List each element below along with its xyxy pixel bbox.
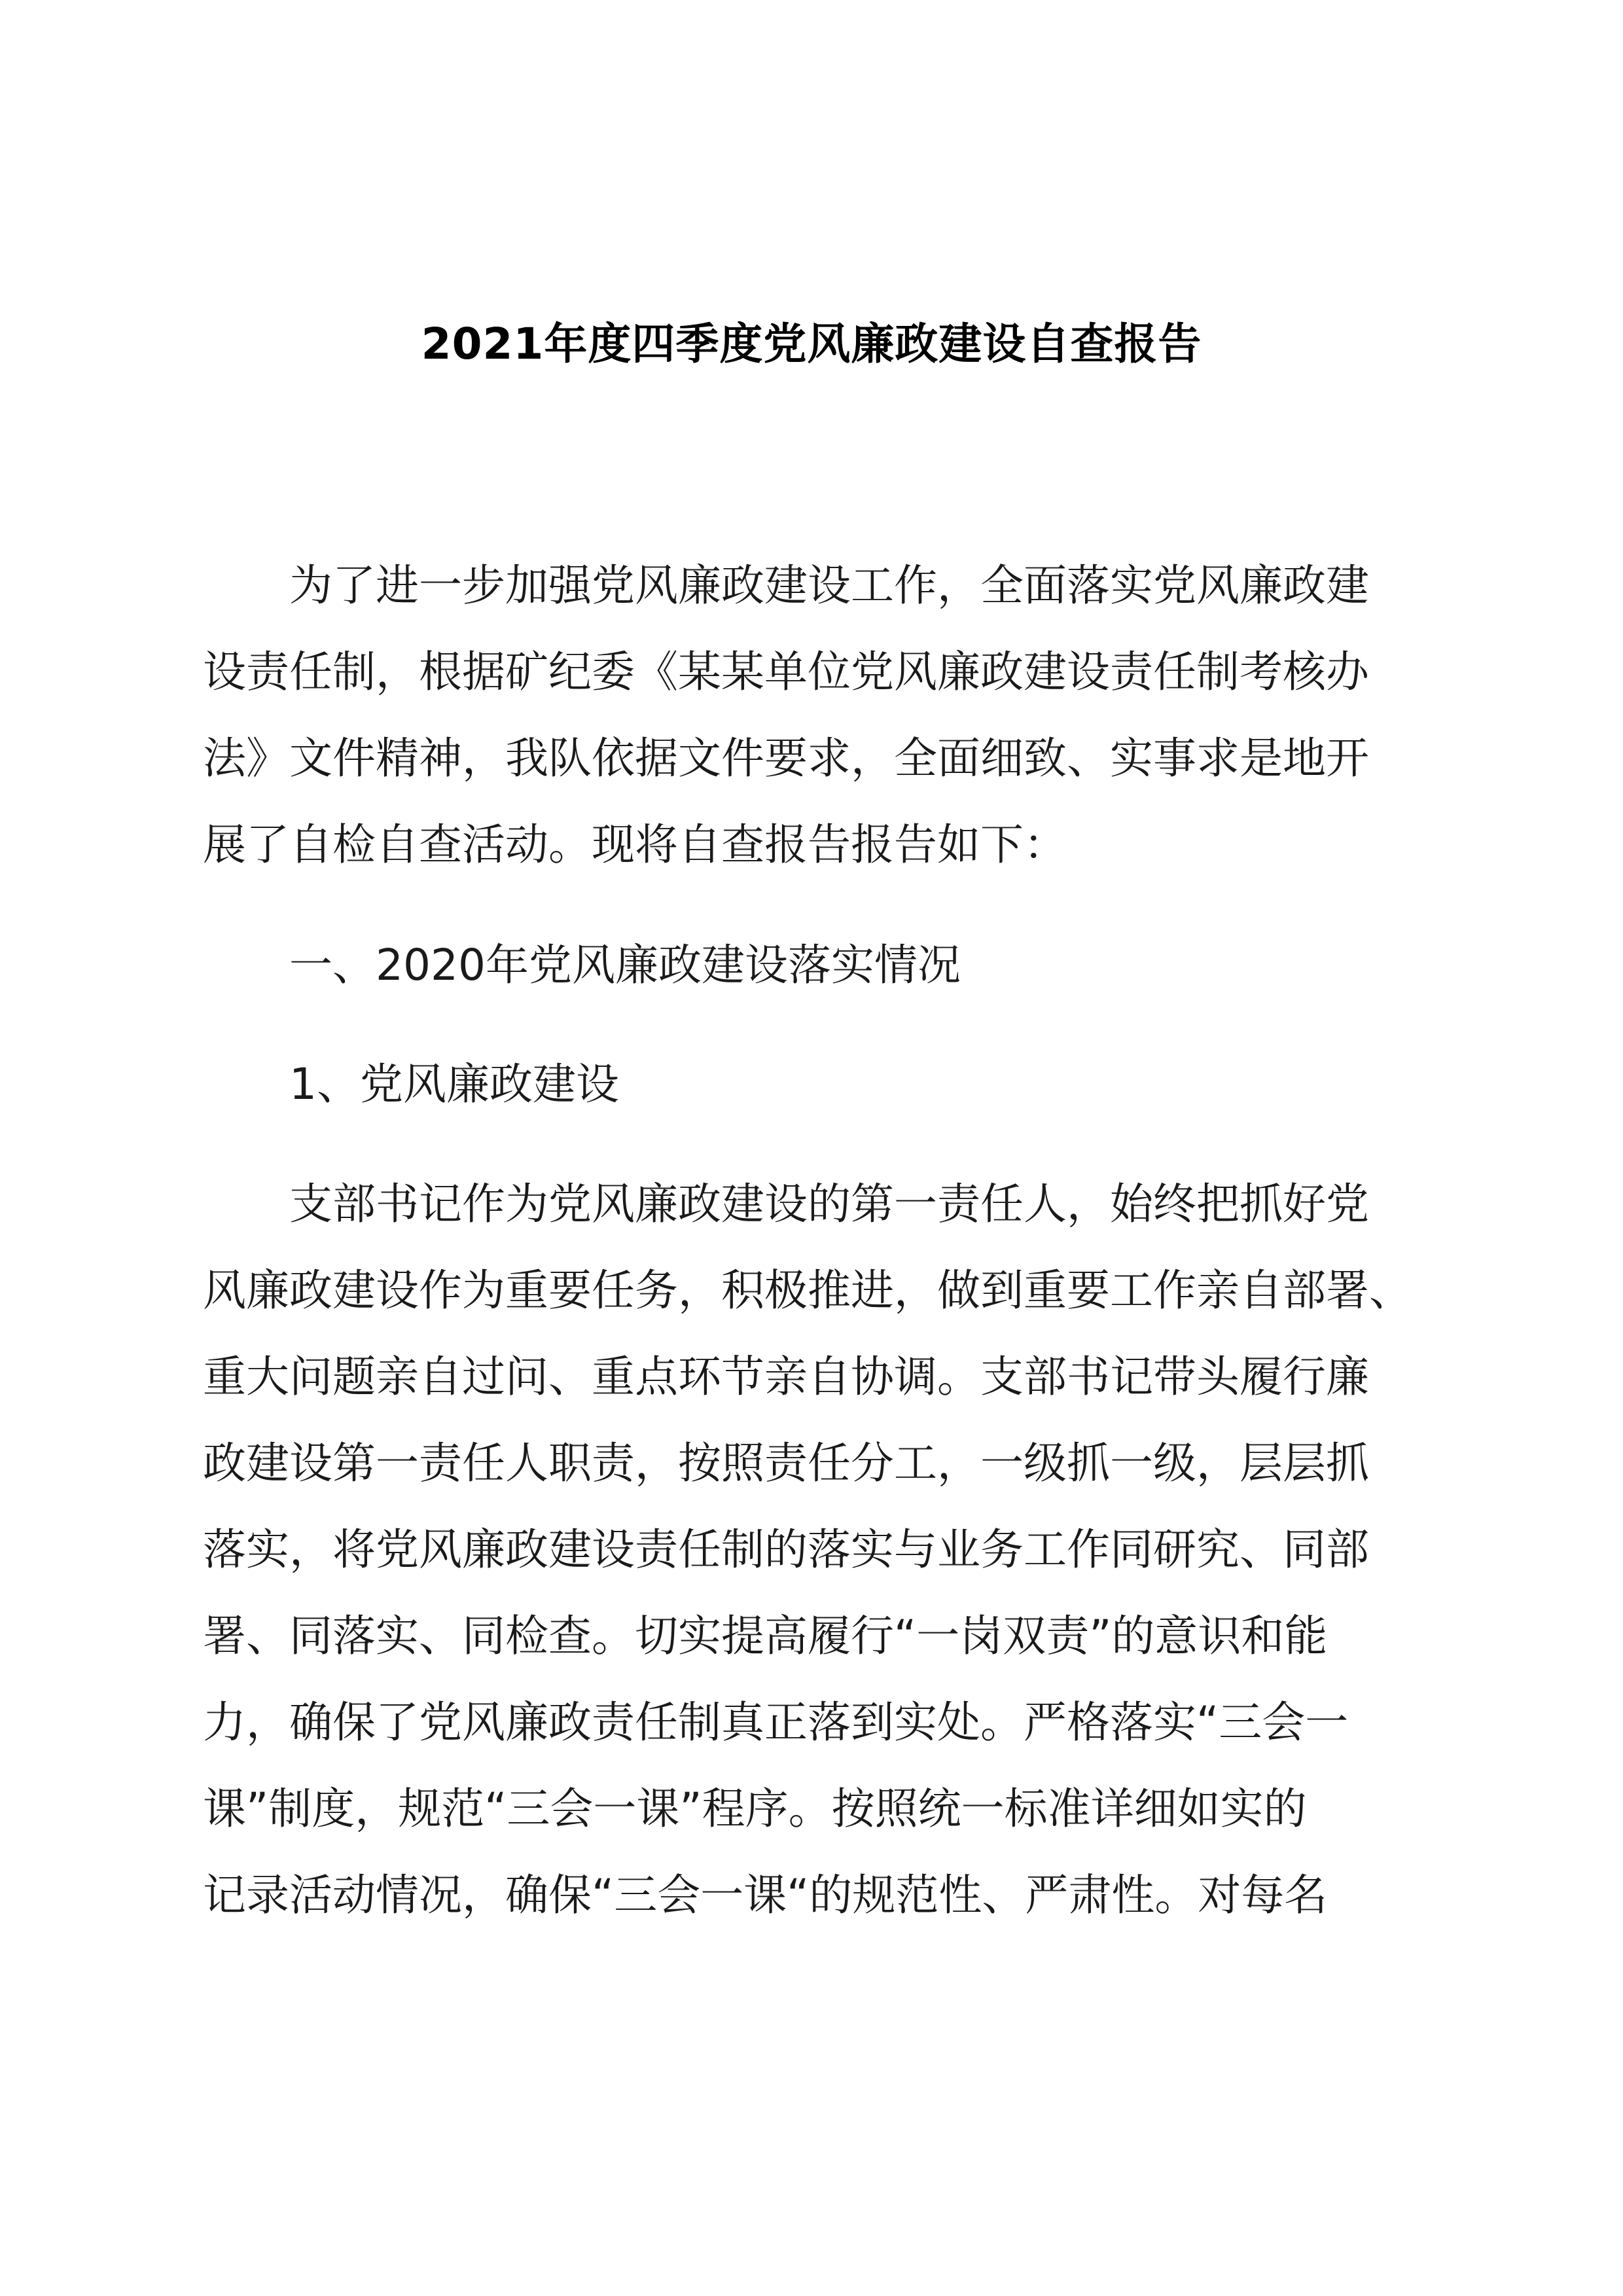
intro-line-3: 法》文件精神，我队依据文件要求，全面细致、实事求是地开 <box>203 733 1369 783</box>
body-line-5: 落实，将党风廉政建设责任制的落实与业务工作同研究、同部 <box>203 1524 1369 1575</box>
body-line-4: 政建设第一责任人职责，按照责任分工，一级抓一级，层层抓 <box>203 1438 1369 1488</box>
document-title: 2021年度四季度党风廉政建设自查报告 <box>421 319 1202 369</box>
body-line-7: 力，确保了党风廉政责任制真正落到实处。严格落实“三会一 <box>203 1697 1349 1748</box>
intro-line-2: 设责任制，根据矿纪委《某某单位党风廉政建设责任制考核办 <box>203 647 1369 697</box>
section-heading: 一、2020年党风廉政建设落实情况 <box>289 940 961 990</box>
body-line-8: 课”制度，规范“三会一课”程序。按照统一标准详细如实的 <box>203 1784 1307 1834</box>
body-line-1: 支部书记作为党风廉政建设的第一责任人，始终把抓好党 <box>289 1179 1369 1229</box>
body-line-3: 重大问题亲自过问、重点环节亲自协调。支部书记带头履行廉 <box>203 1352 1369 1402</box>
intro-line-1: 为了进一步加强党风廉政建设工作，全面落实党风廉政建 <box>289 560 1369 611</box>
body-line-2: 风廉政建设作为重要任务，积极推进，做到重要工作亲自部署、 <box>203 1265 1412 1316</box>
subsection-heading: 1、党风廉政建设 <box>289 1059 619 1109</box>
body-line-9: 记录活动情况，确保“三会一课“的规范性、严肃性。对每名 <box>203 1870 1328 1920</box>
intro-line-4: 展了自检自查活动。现将自查报告报告如下： <box>203 819 1067 870</box>
body-line-6: 署、同落实、同检查。切实提高履行“一岗双责”的意识和能 <box>203 1611 1328 1661</box>
